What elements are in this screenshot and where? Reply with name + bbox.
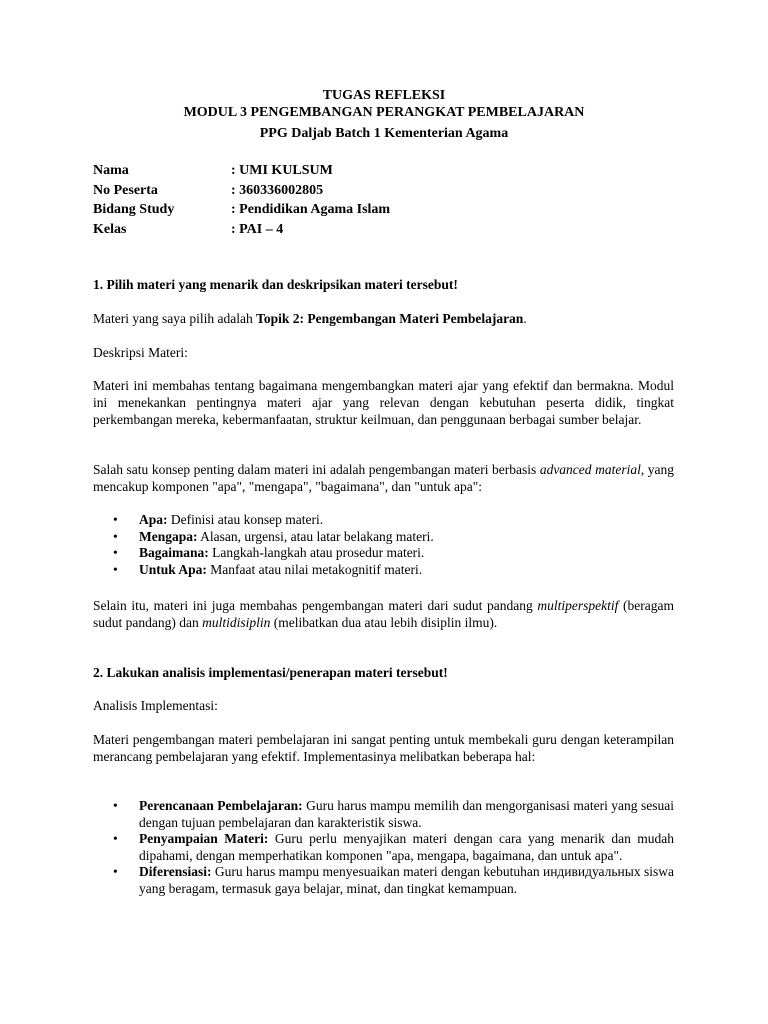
identity-label: Kelas <box>93 221 127 237</box>
para3-italic-1: multiperspektif <box>537 598 619 613</box>
components-list-block <box>93 512 674 578</box>
components-list <box>93 512 674 578</box>
list-item <box>93 798 674 831</box>
list-item <box>93 545 674 562</box>
para2-italic: advanced material <box>539 462 641 477</box>
list-item-text: Manfaat atau nilai metakognitif materi. <box>206 561 423 577</box>
implementation-list <box>93 798 674 897</box>
list-item <box>93 562 674 579</box>
identity-row-field <box>93 200 693 220</box>
identity-row-name <box>93 161 693 181</box>
list-item-term: Penyampaian Materi: <box>139 831 269 846</box>
question-1: 1. Pilih materi yang menarik dan deskripsikan materi tersebut! <box>93 277 458 292</box>
implementation-list-block <box>93 798 674 897</box>
identity-row-class <box>93 220 693 240</box>
list-item-text: Alasan, urgensi, atau latar belakang materi. <box>197 528 434 544</box>
list-item-text: Guru harus mampu memilih dan mengorganisasi materi yang sesuai dengan tujuan pembelajaran dan karakteristik siswa. <box>139 798 674 830</box>
list-item <box>93 831 674 864</box>
list-item <box>93 512 674 529</box>
identity-value: : UMI KULSUM <box>231 163 333 178</box>
identity-value: : PAI – 4 <box>231 221 284 237</box>
list-item-text: Guru harus mampu menyesuaikan materi dengan kebutuhan индивидуальных siswa yang beragam, termasuk gaya belajar, minat, dan tingkat kemampuan. <box>139 864 674 896</box>
chosen-suffix: . <box>523 311 527 326</box>
chosen-topic: Topik 2: Pengembangan Materi Pembelajaran <box>256 311 524 326</box>
list-item-term: Mengapa: <box>139 528 198 544</box>
description-label: Deskripsi Materi: <box>93 345 188 360</box>
description-paragraph-1: Materi ini membahas tentang bagaimana mengembangkan materi ajar yang efektif dan bermakna. Modul ini menekankan pentingnya materi ajar yang relevan dengan kebutuhan peserta didik, tingkat perkembangan mereka, kebermanfaatan, struktur keilmuan, dan penggunaan berbagai sumber belajar. <box>93 378 674 427</box>
list-item-text: Langkah-langkah atau prosedur materi. <box>208 545 425 560</box>
para3-italic-2: multidisiplin <box>202 615 271 630</box>
description-paragraph-3 <box>93 597 674 631</box>
analysis-paragraph-1: Materi pengembangan materi pembelajaran ini sangat penting untuk membekali guru dengan keterampilan merancang pembelajaran yang efektif. Implementasinya melibatkan beberapa hal: <box>93 732 674 764</box>
para3-text-a: Selain itu, materi ini juga membahas pengembangan materi dari sudut pandang <box>93 598 538 613</box>
list-item-term: Diferensiasi: <box>139 864 212 879</box>
list-item-term: Perencanaan Pembelajaran: <box>139 798 303 813</box>
document-title: TUGAS REFLEKSI <box>322 88 446 103</box>
identity-label: Bidang Study <box>93 202 175 217</box>
list-item-text: Guru perlu menyajikan materi dengan cara yang menarik dan mudah dipahami, dengan memperhatikan komponen "apa, mengapa, bagaimana, dan untuk apa". <box>139 831 675 863</box>
list-item-term: Untuk Apa: <box>139 561 207 577</box>
para3-text-b: (beragam sudut pandang) dan <box>93 598 674 630</box>
question-2: 2. Lakukan analisis implementasi/penerapan materi tersebut! <box>93 665 448 680</box>
para2-text-b: , yang mencakup komponen "apa", "mengapa", "bagaimana", dan "untuk apa": <box>93 462 674 494</box>
list-item-term: Bagaimana: <box>139 545 209 560</box>
chosen-topic-paragraph <box>93 310 674 327</box>
analysis-label: Analisis Implementasi: <box>93 698 218 713</box>
module-title: MODUL 3 PENGEMBANGAN PERANGKAT PEMBELAJARAN <box>183 105 585 120</box>
para3-text-c: (melibatkan dua atau lebih disiplin ilmu). <box>270 615 498 630</box>
identity-label: Nama <box>93 163 129 178</box>
list-item <box>93 529 674 546</box>
identity-label: No Peserta <box>93 182 158 198</box>
list-item <box>93 864 674 897</box>
identity-value: : 360336002805 <box>231 182 324 198</box>
list-item-term: Apa: <box>139 512 168 527</box>
program-title: PPG Daljab Batch 1 Kementerian Agama <box>259 126 509 141</box>
identity-block <box>93 161 693 239</box>
identity-value: : Pendidikan Agama Islam <box>231 202 391 217</box>
identity-row-number <box>93 181 693 201</box>
description-paragraph-2 <box>93 461 674 495</box>
para2-text-a: Salah satu konsep penting dalam materi ini adalah pengembangan materi berbasis <box>93 462 540 477</box>
chosen-prefix: Materi yang saya pilih adalah <box>93 311 257 326</box>
list-item-text: Definisi atau konsep materi. <box>167 512 324 527</box>
